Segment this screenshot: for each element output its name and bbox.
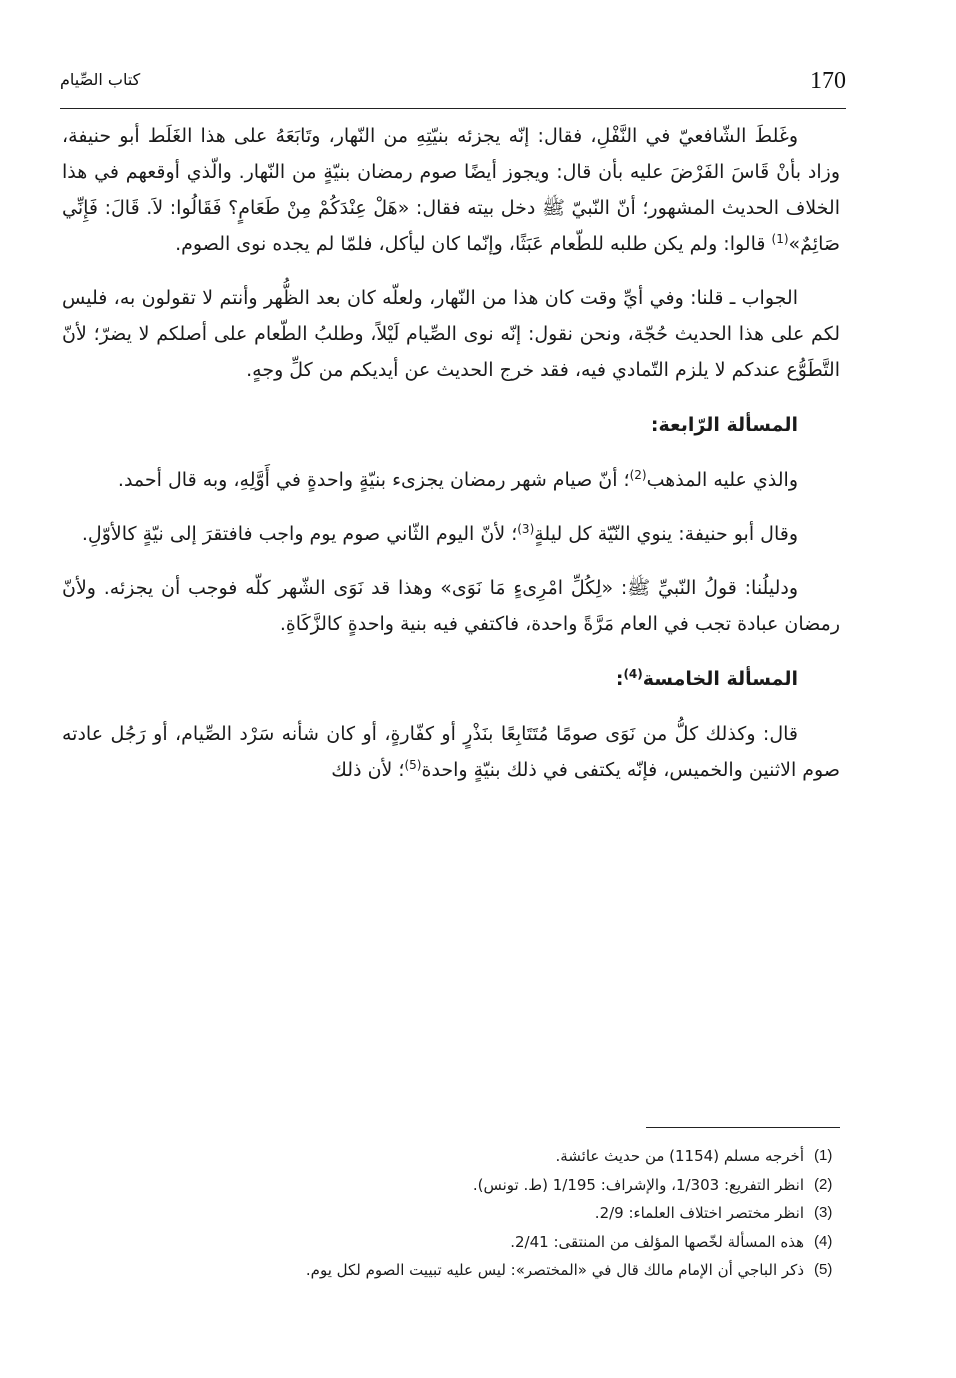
- footnote-ref-4: (4): [623, 667, 643, 681]
- footnote-item: [62, 1228, 840, 1257]
- paragraph-6-text: قال: وكذلك كلُّ من نَوَى صومًا مُتَتَابِعًا بنَذْرٍ أو كفّارةٍ، أو كان شأنه سَرْد الصِّيام، أو رَجُل عادته صوم الاثنين والخميس، فإنّه يكتفى في ذلك بنيّةٍ واحدة: [62, 723, 840, 781]
- footnote-number: (5): [814, 1261, 833, 1278]
- page-number: 170: [810, 68, 846, 94]
- footnote-item: [62, 1199, 840, 1228]
- footnote-separator: [646, 1127, 840, 1128]
- paragraph-1-tail: قالوا: ولم يكن طلبه للطّعام عَبَثًا، وإنّما كان ليأكل، فلمّا لم يجده نوى الصوم.: [175, 233, 772, 255]
- footnote-number: (4): [814, 1232, 833, 1250]
- footnote-number: (2): [814, 1175, 833, 1193]
- paragraph-5: ودليلُنا: قولُ النّبيِّ ﷺ: «لِكُلِّ امْرِىءٍ مَا نَوَى» وهذا قد نَوَى الشّهر كلّه فوجب أن يجزئه. ولأنّ رمضان عبادة تجب في العام مَرَّةً واحدة، فاكتفي فيه بنية واحدةٍ كالزَّكَاةِ.: [62, 577, 840, 635]
- footnote-item: [62, 1142, 840, 1171]
- footnote-ref-5: (5): [404, 758, 422, 772]
- paragraph-6-tail: ؛ لأن ذلك: [331, 759, 405, 781]
- footnote-number: (1): [814, 1147, 833, 1164]
- footnote-item: [62, 1256, 840, 1285]
- paragraph-3: [62, 462, 840, 498]
- paragraph-3-text: والذي عليه المذهب: [646, 469, 798, 491]
- paragraph-3-tail: ؛ أنّ صيام شهر رمضان يجزىء بنيّةٍ واحدةٍ في أَوَّلِهِ، وبه قال أحمد.: [117, 469, 630, 491]
- footnote-ref-1: (1): [771, 232, 789, 246]
- paragraph-6: [62, 716, 840, 788]
- paragraph-1: [62, 118, 840, 262]
- footnote-ref-3: (3): [517, 522, 535, 536]
- footnote-text: أخرجه مسلم (1154) من حديث عائشة.: [555, 1147, 804, 1165]
- running-title: كتاب الصِّيام: [60, 70, 141, 89]
- footnote-item: [62, 1171, 840, 1200]
- footnote-number: (3): [814, 1204, 833, 1221]
- main-text: [62, 118, 840, 788]
- paragraph-2: الجواب ـ قلنا: وفي أيِّ وقت كان هذا من النّهار، ولعلّه كان بعد الظُّهر وأنتم لا تقولون به، فليس لكم على هذا الحديث حُجّة، ونحن نقول: إنّه نوى الصِّيام لَيْلاً، وطلبُ الطّعام على أصلكم لا يضرّ؛ لأنّ التَّطَوُّع عندكم لا يلزم التّمادي فيه، فقد خرج الحديث عن أيديكم من كلِّ وجهٍ.: [62, 287, 840, 381]
- header-rule: [60, 108, 846, 109]
- heading-fifth-colon: :: [615, 668, 624, 690]
- paragraph-1-text: وغَلطَ الشّافعيّ في النَّفْلِ، فقال: إنّه يجزئه بنيّتِهِ من النّهار، وتَابَعَهُ على هذا الغَلَط أبو حنيفة، وزاد بأنْ قَاسَ الفَرْضَ عليه بأن قال: ويجوز أيضًا صوم رمضان بنيّةٍ من النّهار. والّذي أوقعهم في هذا الخلاف الحديث المشهور؛ أنّ النّبيّ ﷺ دخل بيته فقال: «هَلْ عِنْدَكُمْ مِنْ طَعَامٍ؟ فَقَالُوا: لاَ. قَالَ: فَإِنِّي صَائِمٌ»: [62, 125, 840, 255]
- heading-fourth-issue: المسألة الرّابعة:: [650, 414, 798, 436]
- heading-fifth-issue: [62, 660, 840, 698]
- footnote-text: انظر التفريع: 1/303، والإشراف: 1/195 (ط. تونس).: [472, 1175, 804, 1194]
- footnotes-list: [62, 1142, 840, 1285]
- page-header: [60, 66, 846, 106]
- footnote-text: ذكر الباجي أن الإمام مالك قال في «المختصر»: ليس عليه تبييت الصوم لكل يوم.: [305, 1261, 804, 1279]
- footnote-text: انظر مختصر اختلاف العلماء: 2/9.: [594, 1204, 804, 1222]
- paragraph-4: [62, 516, 840, 552]
- paragraph-4-text: وقال أبو حنيفة: ينوي النّيّة كل ليلةٍ: [534, 523, 798, 545]
- heading-fifth-text: المسألة الخامسة: [642, 668, 798, 690]
- footnote-text: هذه المسألة لخّصها المؤلف من المنتقى: 2/41.: [510, 1232, 804, 1251]
- paragraph-4-tail: ؛ لأنّ اليوم الثّاني صوم يوم واجب فافتقرَ إلى نيّةٍ كالأوّلِ.: [81, 523, 518, 545]
- footnote-ref-2: (2): [629, 468, 647, 482]
